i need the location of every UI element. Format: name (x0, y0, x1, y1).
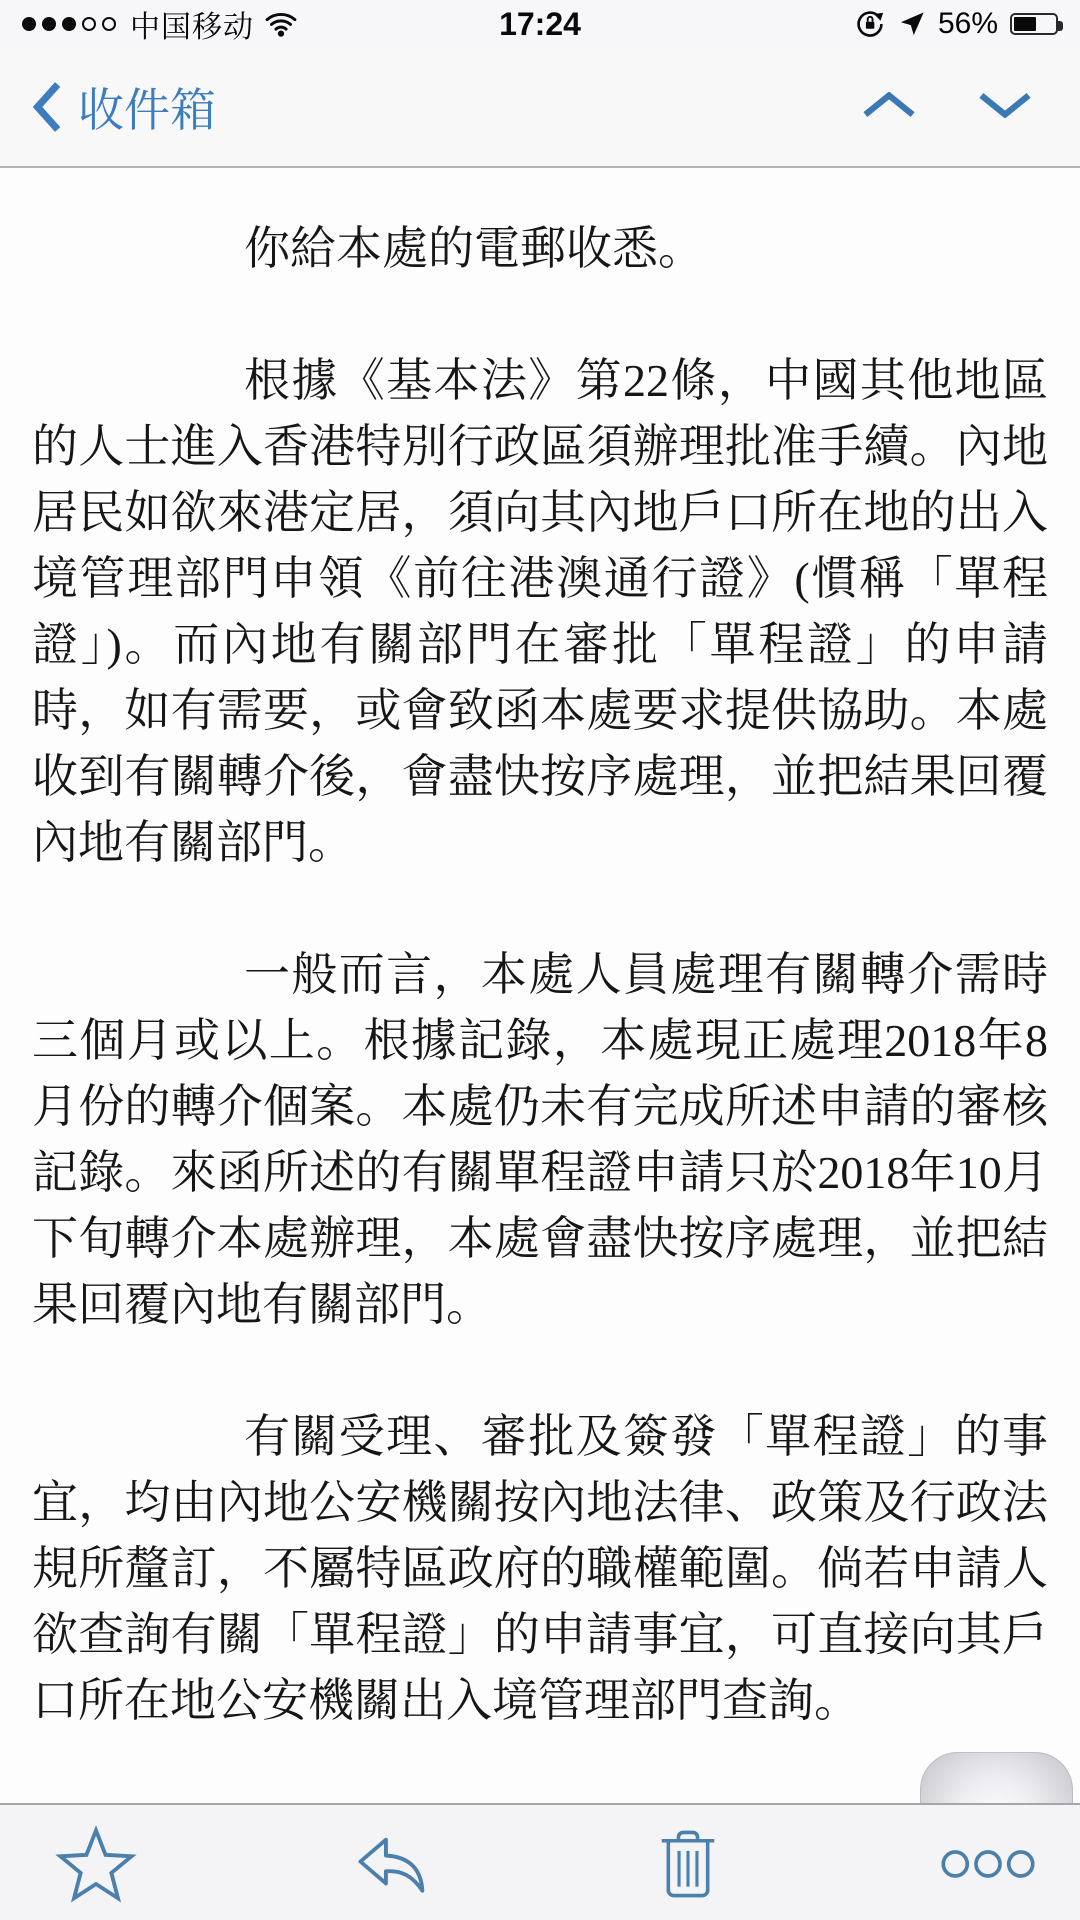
carrier-label: 中国移动 (130, 11, 254, 44)
reply-arrow-icon (353, 1830, 431, 1898)
message-body[interactable] (0, 170, 1080, 1803)
next-message-button[interactable] (978, 92, 1032, 123)
reply-button[interactable] (344, 1805, 440, 1920)
more-circles-icon (940, 1847, 1036, 1881)
chevron-down-icon (978, 92, 1032, 118)
more-button[interactable] (940, 1805, 1036, 1920)
battery-level-fill (1014, 17, 1036, 31)
orientation-lock-icon (854, 8, 886, 40)
location-arrow-icon (898, 10, 926, 38)
bottom-toolbar (0, 1803, 1080, 1920)
trash-button[interactable] (640, 1805, 736, 1920)
paragraph-basic-law: 根據《基本法》第22條，中國其他地區的人士進入香港特別行政區須辦理批准手續。內地居民如欲來港定居，須向其內地戶口所在地的出入境管理部門申領《前往港澳通行證》(慣稱「單程證」)。而內地有關部門在審批「單程證」的申請時，如有需要，或會致函本處要求提供協助。本處收到有關轉介後，會盡快按序處理，並把結果回覆內地有關部門。 (32, 355, 1048, 868)
paragraph-greeting-ack: 你給本處的電郵收悉。 (244, 223, 704, 274)
paragraph-mainland-authority: 有關受理、審批及簽發「單程證」的事宜，均由內地公安機關按內地法律、政策及行政法規所釐訂，不屬特區政府的職權範圍。倘若申請人欲查詢有關「單程證」的申請事宜，可直接向其戶口所在地公安機關出入境管理部門查詢。 (32, 1411, 1048, 1726)
battery-percent: 56% (937, 7, 998, 40)
battery-icon (1010, 13, 1058, 35)
previous-message-button[interactable] (862, 92, 916, 123)
wifi-icon (264, 11, 298, 37)
back-label: 收件箱 (78, 84, 216, 136)
cell-signal-icon (22, 17, 116, 31)
trash-icon (657, 1826, 719, 1902)
star-icon (54, 1824, 138, 1904)
status-bar (0, 0, 1080, 48)
back-chevron-icon (30, 81, 64, 133)
clock: 17:24 (499, 5, 581, 42)
flag-button[interactable] (48, 1805, 144, 1920)
back-to-inbox-button[interactable] (30, 74, 216, 140)
nav-bar (0, 48, 1080, 168)
chevron-up-icon (862, 92, 916, 118)
paragraph-processing-time: 一般而言，本處人員處理有關轉介需時三個月或以上。根據記錄，本處現正處理2018年8月份的轉介個案。本處仍未有完成所述申請的審核記錄。來函所述的有關單程證申請只於2018年10月下旬轉介本處辦理，本處會盡快按序處理，並把結果回覆內地有關部門。 (32, 949, 1048, 1330)
